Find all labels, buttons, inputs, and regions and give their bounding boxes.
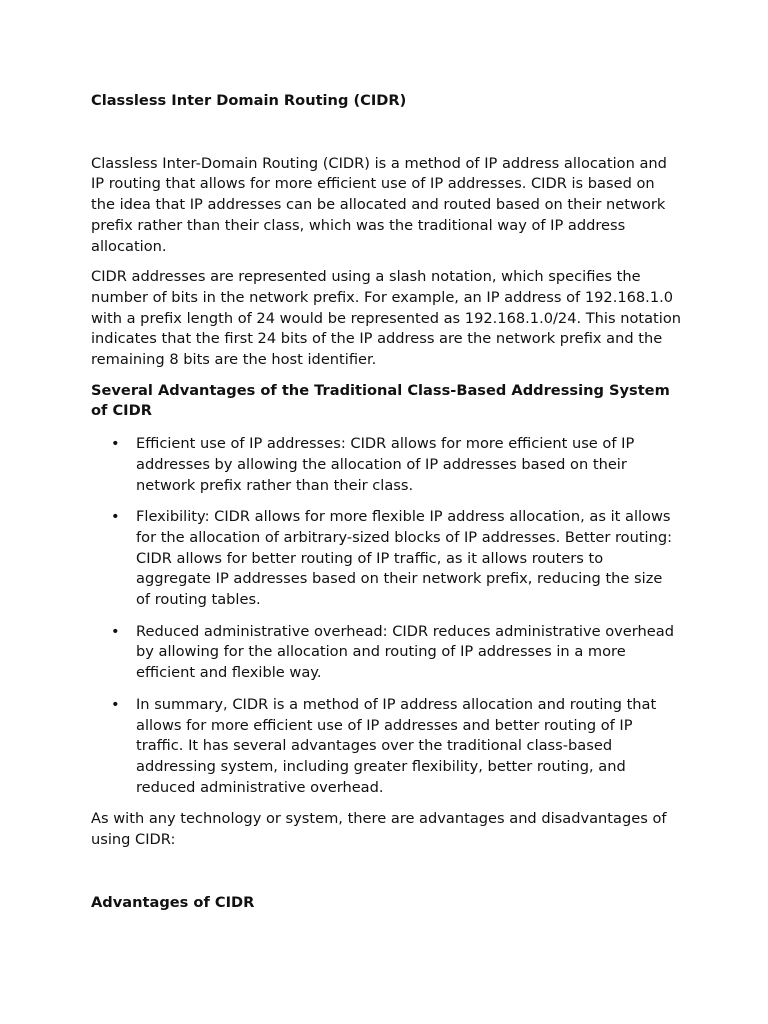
list-item (91, 695, 681, 799)
list-item-text: Efficient use of IP addresses: CIDR allows for more efficient use of IP addresses by allowing the allocation of IP addresses based on their network prefix rather than their class. (136, 435, 635, 494)
bullet-icon: • (111, 695, 120, 713)
bullet-icon: • (111, 435, 120, 453)
bullet-icon: • (111, 508, 120, 526)
advantages-bullet-list (91, 434, 681, 798)
bullet-icon: • (111, 622, 120, 640)
intro-paragraph-2: CIDR addresses are represented using a slash notation, which specifies the number of bits in the network prefix. For example, an IP address of 192.168.1.0 with a prefix length of 24 would be represented as 192.168.1.0/24. This notation indicates that the first 24 bits of the IP address are the network prefix and the remaining 8 bits are the host identifier. (91, 268, 682, 369)
section-heading: Several Advantages of the Traditional Class-Based Addressing System of CIDR (91, 381, 670, 420)
advantages-heading: Advantages of CIDR (91, 893, 255, 911)
list-item-text: Reduced administrative overhead: CIDR reduces administrative overhead by allowing for the allocation and routing of IP addresses in a more efficient and flexible way. (136, 622, 674, 682)
document-page (91, 91, 681, 914)
closing-paragraph: As with any technology or system, there are advantages and disadvantages of using CIDR: (91, 810, 667, 849)
list-item (91, 507, 681, 611)
list-item (91, 622, 681, 684)
document-title: Classless Inter Domain Routing (CIDR) (91, 92, 407, 109)
list-item (91, 434, 681, 496)
list-item-text: Flexibility: CIDR allows for more flexible IP address allocation, as it allows for the allocation of arbitrary-sized blocks of IP addresses. Better routing: CIDR allows for better routing of IP traffic, as it allows routers to aggregate IP addresses based on their network prefix, reducing the size of routing tables. (136, 508, 673, 609)
intro-paragraph-1: Classless Inter-Domain Routing (CIDR) is a method of IP address allocation and IP routing that allows for more efficient use of IP addresses. CIDR is based on the idea that IP addresses can be allocated and routed based on their network prefix rather than their class, which was the traditional way of IP address allocation. (91, 154, 667, 255)
list-item-text: In summary, CIDR is a method of IP address allocation and routing that allows for more efficient use of IP addresses and better routing of IP traffic. It has several advantages over the traditional class-based addressing system, including greater flexibility, better routing, and reduced administrative overhead. (136, 695, 657, 796)
